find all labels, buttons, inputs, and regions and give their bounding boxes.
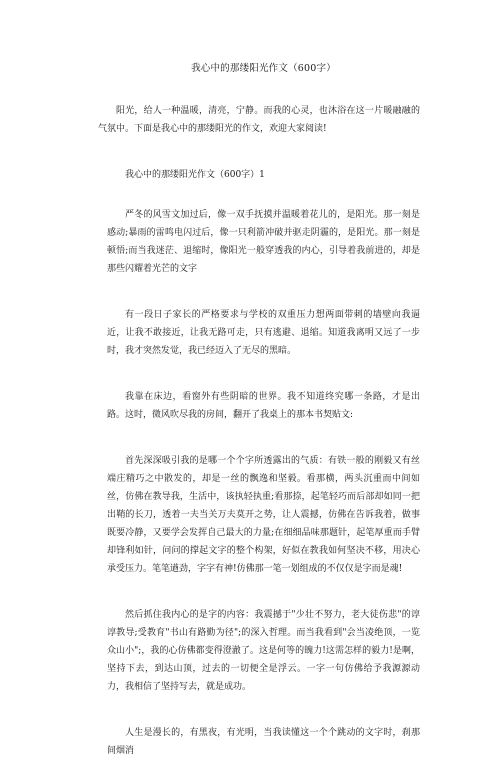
document-title: 我心中的那缕阳光作文（600字）: [191, 63, 336, 74]
body-paragraph-2: 有一段日子家长的严格要求与学校的双重压力想两面带刺的墙壁向我逼近，让我不敢接近，让我无路可走，只有逃避、退缩。知道我离明又远了一步时，我才突然发觉，我已经迈入了无尽的黑暗。: [107, 310, 420, 356]
essay-subtitle: 我心中的那缕阳光作文（600字）1: [125, 170, 265, 180]
body-paragraph-5: 然后抓住我内心的是字的内容：我震撼于"少壮不努力，老大徒伤悲"的谆谆教导;受教育"书山有路勤为径";的深入哲理。而当我看到"会当凌绝顶，一览众山小";，我的心仿佛都变得澄澈了。这是何等的魄力!这需怎样的毅力!是啊，坚持下去，到达山顶，过去的一切便全是浮云。一字一句仿佛给予我源源动力，我相信了坚持写去，就是成功。: [107, 610, 420, 692]
body-paragraph-6: 人生是漫长的，有黑夜，有光明，当我读懂这一个个跳动的文字时，刹那间烟消: [107, 728, 420, 756]
body-paragraph-3: 我靠在床边，看窗外有些阴暗的世界。我不知道终究哪一条路，才是出路。这时，微风吹尽我的房间，翻开了我桌上的那本书契贴文:: [107, 392, 420, 420]
intro-paragraph: 阳光，给人一种温暖，清亮，宁静。而我的心灵，也沐浴在这一片暖融融的气氛中。下面是我心中的那缕阳光的作文，欢迎大家阅读!: [98, 106, 420, 134]
body-paragraph-4: 首先深深吸引我的是哪一个个字所透露出的气质：有铁一般的刚毅又有丝端庄精巧之中散发的，却是一丝的飘逸和坚毅。看那横，两头沉重而中间如丝，仿佛在教导我，生活中，该执轻执重;看那捺，起笔轻巧而后部却如同一把出鞘的长刀，透着一夫当关万夫莫开之势，让人震撼，仿佛在告诉我着，做事既要冷静，又要学会发挥自己最大的力量;在细细品味那题针，起笔厚重而手臂却锋利如针，问问的撑起文字的整个构架，好似在教我如何坚决不移，用决心承受压力。笔笔遒劲，字字有神!仿佛那一笔一划组成的不仅仅是字而是魂!: [107, 456, 420, 574]
body-paragraph-1: 严冬的风雪文加过后，像一双手抚摸并温暖着花儿的，是阳光。那一刻是感动;暴雨的雷鸣电闪过后，像一只利箭冲破并驱走阴霾的，是阳光。那一刻是顿悟;而当我迷茫、退缩时，像阳光一般穿透我的内心，引导着我前进的，却是那些闪耀着光芒的文字: [107, 210, 420, 274]
